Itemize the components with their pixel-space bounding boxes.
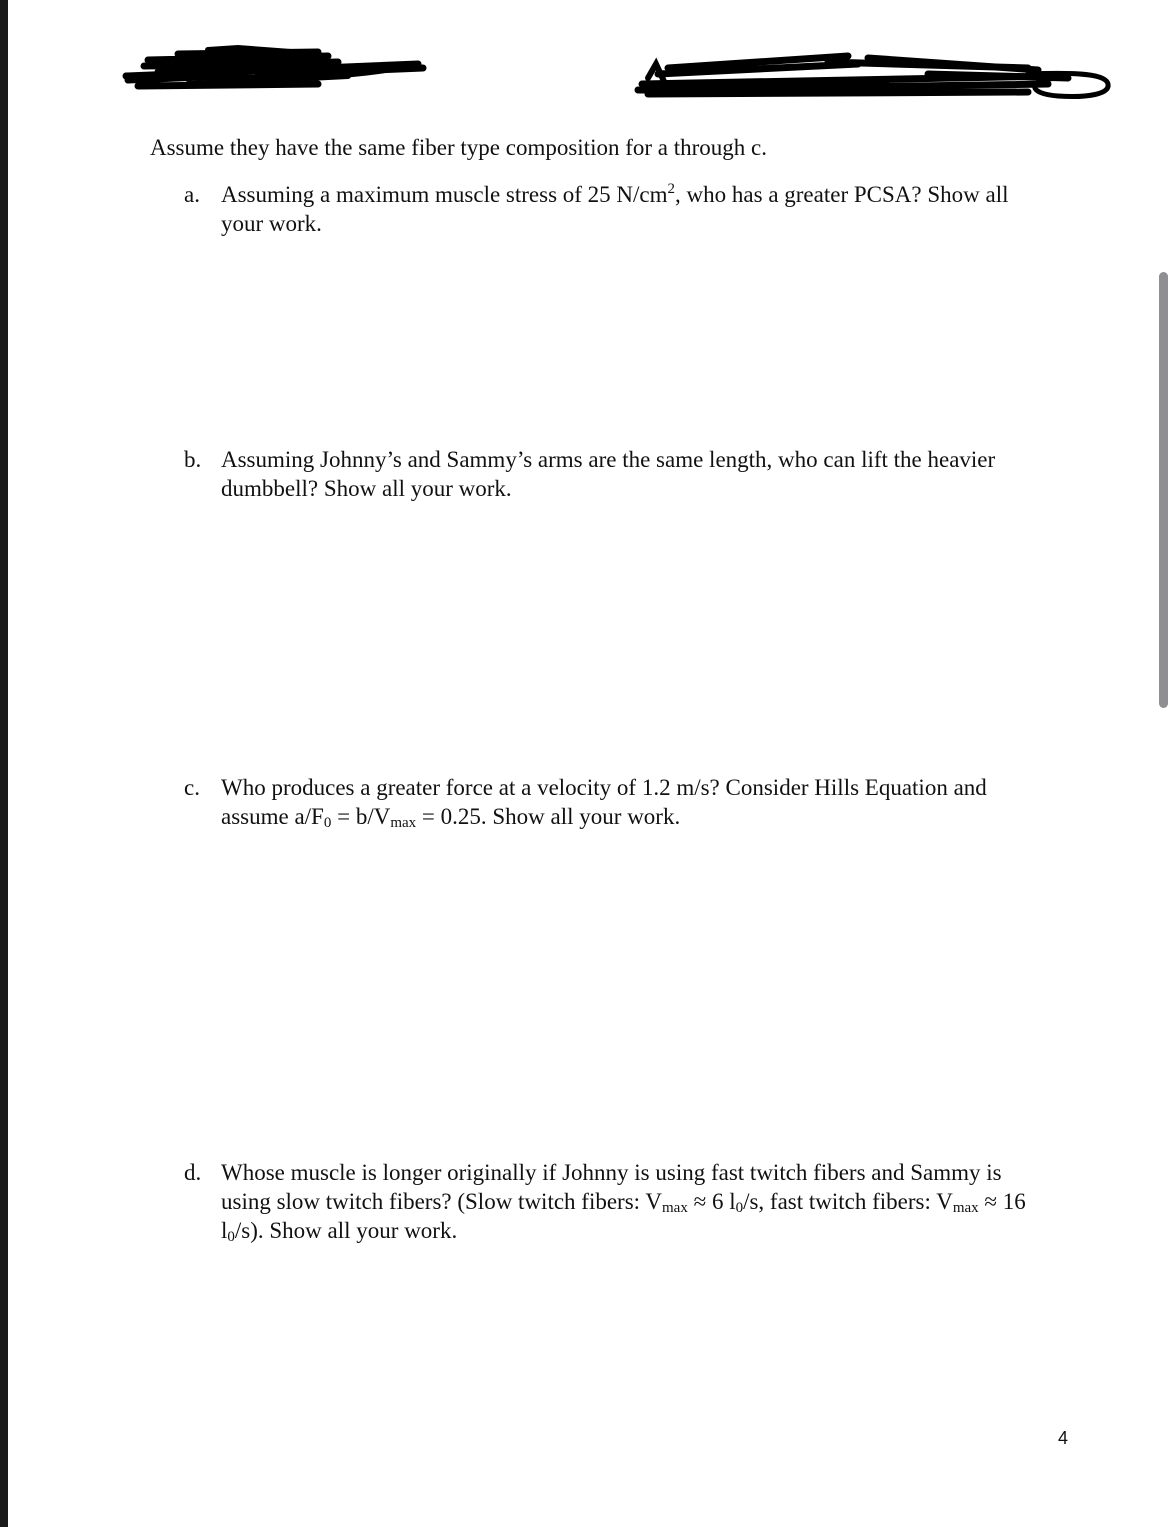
question-d [184, 1158, 1084, 1245]
question-letter: a. [184, 182, 200, 207]
redaction-mark-left [118, 40, 438, 100]
question-b [184, 445, 1084, 503]
question-line: Whose muscle is longer originally if Johnny is using fast twitch fibers and Sammy is [221, 1160, 1002, 1185]
document-page [8, 0, 1170, 1527]
question-text [221, 445, 1084, 503]
question-line: assume $a/F_0 = b/V_{max} = 0.25$. Show all your work. [221, 804, 681, 831]
question-line: Who produces a greater force at a velocity of 1.2 m/s? Consider Hills Equation and [221, 775, 987, 800]
question-line: $l_0/s$). Show all your work. [221, 1218, 458, 1245]
question-text [221, 180, 1084, 238]
page-number: 4 [1058, 1428, 1069, 1448]
question-c [184, 773, 1084, 831]
question-line: using slow twitch fibers? (Slow twitch fibers: $V_{max} \approx 6$ $l_0/s$, fast twitch fibers: $V_{max} \approx 16$ [221, 1189, 1026, 1216]
question-line: Assuming a maximum muscle stress of 25 $N/cm^2$, who has a greater PCSA? Show all [221, 181, 1009, 207]
question-line: dumbbell? Show all your work. [221, 476, 512, 501]
vertical-scrollbar[interactable] [1159, 272, 1168, 708]
question-line: your work. [221, 211, 322, 236]
question-text [221, 773, 1084, 831]
question-a [184, 180, 1084, 238]
question-line: Assuming Johnny’s and Sammy’s arms are the same length, who can lift the heavier [221, 447, 996, 472]
intro-statement: Assume they have the same fiber type composition for a through c. [150, 135, 768, 160]
redaction-mark-right [628, 44, 1118, 104]
window-edge [0, 0, 8, 1527]
question-letter: d. [184, 1160, 202, 1185]
question-letter: c. [184, 775, 200, 800]
question-text [221, 1158, 1084, 1245]
question-letter: b. [184, 447, 202, 472]
